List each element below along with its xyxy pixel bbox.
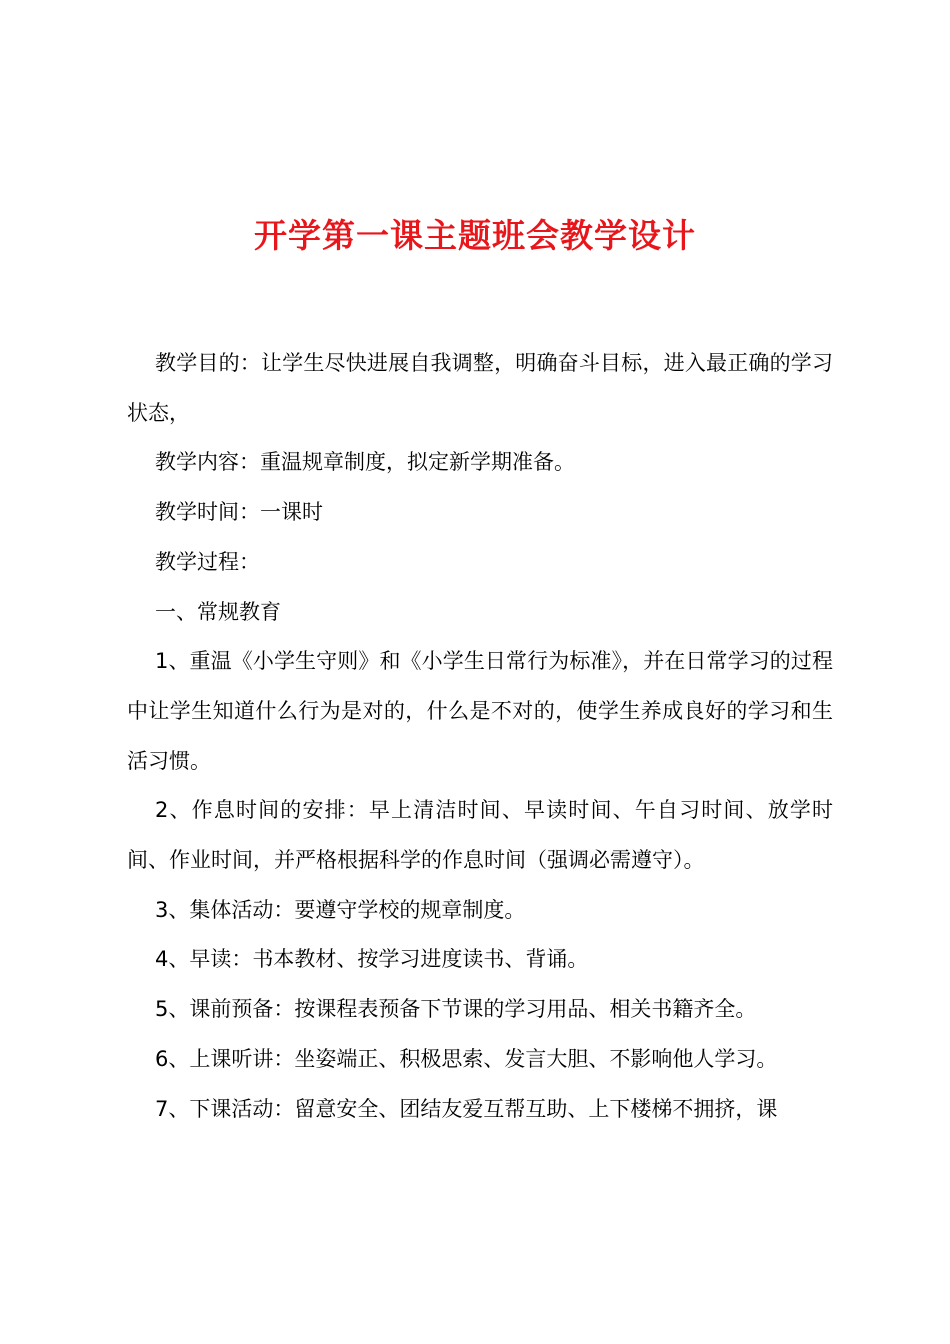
list-item-4: 4、早读：书本教材、按学习进度读书、背诵。 <box>155 947 589 972</box>
list-item-6: 6、上课听讲：坐姿端正、积极思索、发言大胆、不影响他人学习。 <box>155 1046 778 1071</box>
section-heading-routine: 一、常规教育 <box>155 599 281 624</box>
list-item-7: 7、下课活动：留意安全、团结友爱互帮互助、上下楼梯不拥挤，课 <box>155 1096 778 1121</box>
document-title: 开学第一课主题班会教学设计 <box>254 216 696 255</box>
list-item-1: 1、重温《小学生守则》和《小学生日常行为标准》，并在日常学习的过程中让学生知道什么行为是对的，什么是不对的，使学生养成良好的学习和生活习惯。 <box>127 649 833 773</box>
paragraph-objective: 教学目的：让学生尽快进展自我调整，明确奋斗目标，进入最正确的学习状态， <box>127 351 833 425</box>
paragraph-process: 教学过程： <box>155 549 260 574</box>
paragraph-time: 教学时间：一课时 <box>155 500 323 525</box>
list-item-2: 2、作息时间的安排：早上清洁时间、早读时间、午自习时间、放学时间、作业时间，并严格根据科学的作息时间（强调必需遵守）。 <box>127 798 833 873</box>
document-body <box>127 339 833 1134</box>
paragraph-content: 教学内容：重温规章制度，拟定新学期准备。 <box>155 450 575 475</box>
list-item-5: 5、课前预备：按课程表预备下节课的学习用品、相关书籍齐全。 <box>155 997 757 1022</box>
list-item-3: 3、集体活动：要遵守学校的规章制度。 <box>155 897 526 922</box>
